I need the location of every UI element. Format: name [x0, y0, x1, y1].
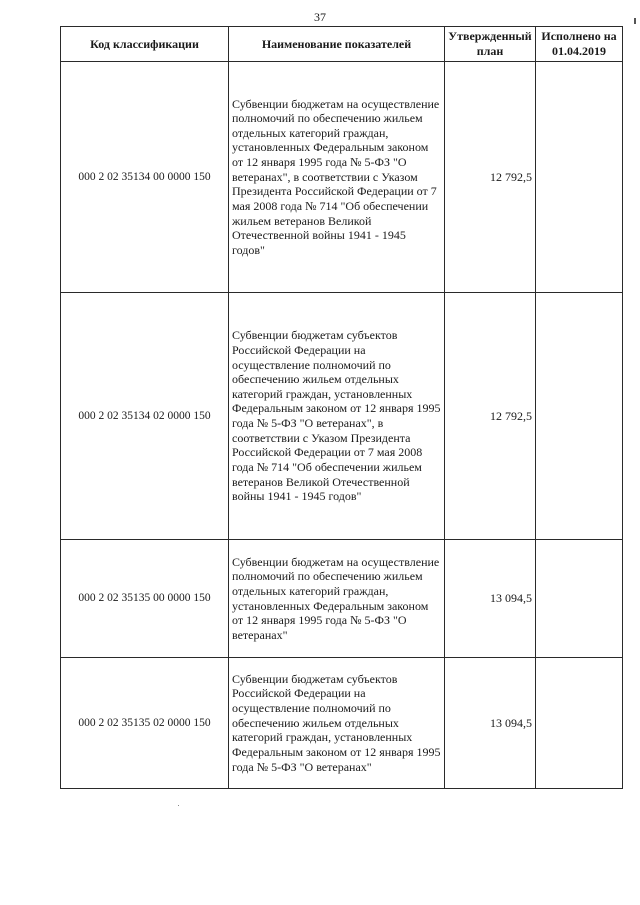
table-row — [61, 293, 623, 540]
row-done — [536, 293, 623, 540]
row-plan: 12 792,5 — [445, 62, 536, 293]
row-code: 000 2 02 35134 00 0000 150 — [61, 62, 229, 293]
row-plan: 12 792,5 — [445, 293, 536, 540]
row-name: Субвенции бюджетам на осуществление полномочий по обеспечению жильем отдельных категорий граждан, установленных Федеральным законом от 12 января 1995 года № 5-ФЗ "О ветеранах" — [229, 540, 445, 658]
row-name: Субвенции бюджетам субъектов Российской Федерации на осуществление полномочий по обеспечению жильем отдельных категорий граждан, установленных Федеральным законом от 12 января 1995 года № 5-ФЗ "О ветеранах" — [229, 658, 445, 789]
row-done — [536, 658, 623, 789]
header-code: Код классификации — [61, 27, 229, 62]
row-name: Субвенции бюджетам на осуществление полномочий по обеспечению жильем отдельных категорий граждан, установленных Федеральным законом от 12 января 1995 года № 5-ФЗ "О ветеранах", в соответствии с Указом Президента Российской Федерации от 7 мая 2008 года № 714 "Об обеспечении жильем ветеранов Великой Отечественной войны 1941 - 1945 годов" — [229, 62, 445, 293]
row-plan: 13 094,5 — [445, 658, 536, 789]
table-row — [61, 62, 623, 293]
row-name: Субвенции бюджетам субъектов Российской Федерации на осуществление полномочий по обеспечению жильем отдельных категорий граждан, установленных Федеральным законом от 12 января 1995 года № 5-ФЗ "О ветеранах", в соответствии с Указом Президента Российской Федерации от 7 мая 2008 года № 714 "Об обеспечении жильем ветеранов Великой Отечественной войны 1941 - 1945 годов" — [229, 293, 445, 540]
row-plan: 13 094,5 — [445, 540, 536, 658]
table-header-row — [61, 27, 623, 62]
scan-edge-mark — [634, 18, 636, 24]
row-code: 000 2 02 35135 00 0000 150 — [61, 540, 229, 658]
row-code: 000 2 02 35135 02 0000 150 — [61, 658, 229, 789]
scan-speck — [178, 805, 179, 806]
row-done — [536, 62, 623, 293]
table-row — [61, 540, 623, 658]
row-done — [536, 540, 623, 658]
header-name: Наименование показателей — [229, 27, 445, 62]
header-done: Исполнено на 01.04.2019 — [536, 27, 623, 62]
table-row — [61, 658, 623, 789]
budget-table — [60, 26, 623, 789]
page-number: 37 — [314, 10, 326, 24]
row-code: 000 2 02 35134 02 0000 150 — [61, 293, 229, 540]
header-plan: Утвержденный план — [445, 27, 536, 62]
